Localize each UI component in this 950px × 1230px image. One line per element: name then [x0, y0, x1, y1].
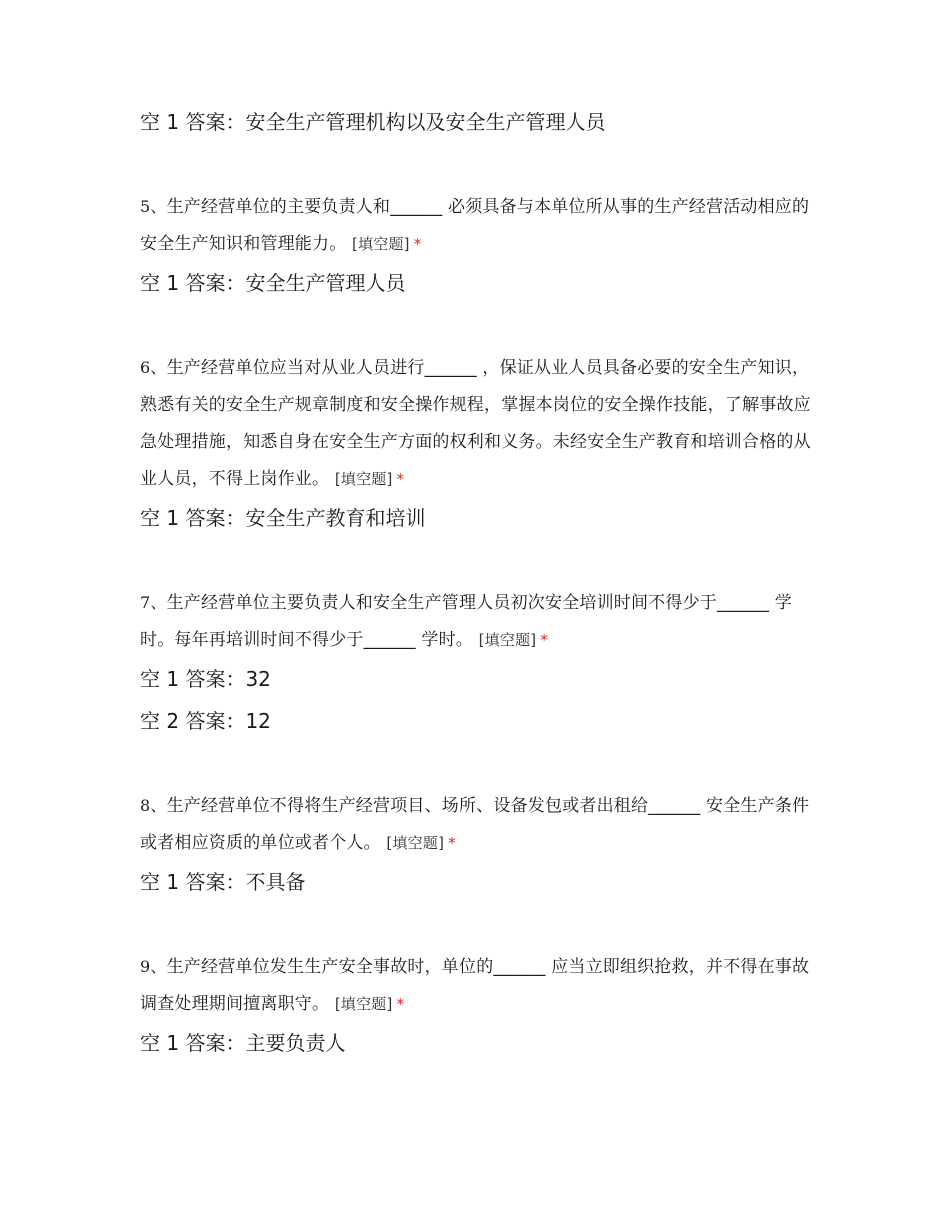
answer-line: [140, 108, 820, 136]
question-type-tag: [填空题]: [386, 834, 445, 852]
question-body: 生产经营单位的主要负责人和______ 必须具备与本单位所从事的生产经营活动相应的安全生产知识和管理能力。: [140, 197, 810, 254]
question-block-9: [140, 948, 820, 1057]
question-number: 6、: [140, 358, 167, 377]
answer-value: 12: [245, 709, 271, 733]
question-text: [140, 188, 820, 263]
question-block-6: [140, 349, 820, 532]
answer-label: 空 1 答案：: [140, 870, 246, 894]
answer-line: [140, 1029, 820, 1057]
question-body: 生产经营单位发生生产安全事故时，单位的______ 应当立即组织抢救，并不得在事故调查处理期间擅离职守。: [140, 957, 810, 1014]
answer-value: 安全生产管理机构以及安全生产管理人员: [245, 110, 606, 134]
question-number: 5、: [140, 197, 167, 216]
question-type-tag: [填空题]: [334, 470, 393, 488]
required-asterisk: *: [396, 470, 405, 488]
required-asterisk: *: [540, 631, 549, 649]
answer-label: 空 1 答案：: [140, 667, 246, 691]
question-type-tag: [填空题]: [334, 995, 393, 1013]
question-block-8: [140, 787, 820, 896]
question-body: 生产经营单位不得将生产经营项目、场所、设备发包或者出租给______ 安全生产条件或者相应资质的单位或者个人。: [140, 796, 810, 853]
answer-line: [140, 707, 820, 735]
question-number: 7、: [140, 593, 167, 612]
required-asterisk: *: [396, 995, 405, 1013]
answer-value: 安全生产教育和培训: [245, 506, 426, 530]
answer-line: [140, 504, 820, 532]
answer-value: 不具备: [245, 870, 306, 894]
question-text: [140, 787, 820, 862]
answer-line: [140, 665, 820, 693]
question-type-tag: [填空题]: [352, 235, 410, 253]
required-asterisk: *: [448, 834, 456, 852]
question-text: [140, 584, 820, 659]
question-text: [140, 349, 820, 498]
question-number: 8、: [140, 796, 167, 815]
question-number: 9、: [140, 957, 167, 976]
question-type-tag: [填空题]: [478, 631, 537, 649]
required-asterisk: *: [413, 235, 422, 253]
question-text: [140, 948, 820, 1023]
answer-label: 空 1 答案：: [140, 1031, 246, 1055]
answer-label: 空 1 答案：: [140, 271, 246, 295]
answer-label: 空 2 答案：: [140, 709, 246, 733]
answer-line: [140, 269, 820, 297]
question-block-7: [140, 584, 820, 735]
answer-label: 空 1 答案：: [140, 506, 246, 530]
question-body: 生产经营单位主要负责人和安全生产管理人员初次安全培训时间不得少于______ 学时。每年再培训时间不得少于______ 学时。: [140, 593, 792, 650]
answer-line: [140, 868, 820, 896]
question-body: 生产经营单位应当对从业人员进行______ ，保证从业人员具备必要的安全生产知识，熟悉有关的安全生产规章制度和安全操作规程，掌握本岗位的安全操作技能，了解事故应急处理措施，知悉自身在安全生产方面的权利和义务。未经安全生产教育和培训合格的从业人员，不得上岗作业。: [140, 358, 811, 489]
survey-answers-content: [140, 108, 820, 1071]
question-block-5: [140, 188, 820, 297]
answer-label: 空 1 答案：: [140, 110, 246, 134]
answer-value: 主要负责人: [245, 1031, 346, 1055]
answer-value: 32: [245, 667, 271, 691]
answer-value: 安全生产管理人员: [245, 271, 406, 295]
